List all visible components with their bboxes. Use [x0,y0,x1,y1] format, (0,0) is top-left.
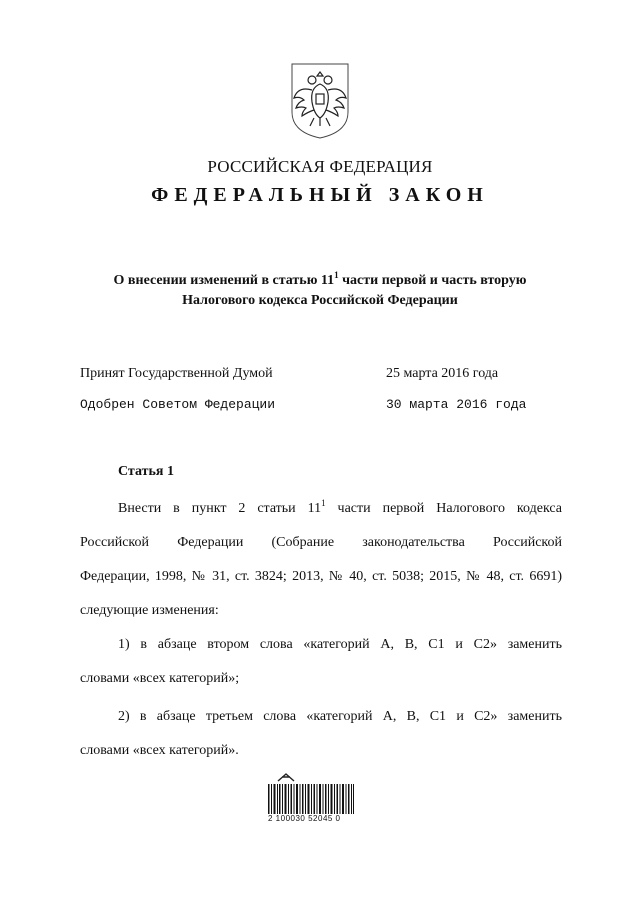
paragraph-text: части первой Налогового кодекса [325,501,562,516]
adopted-label: Принят Государственной Думой [80,366,273,381]
subject-superscript: 1 [334,270,339,280]
paragraph-line [80,492,562,526]
approved-label: Одобрен Советом Федерации [80,397,276,412]
barcode-mark-icon [276,770,296,782]
subject-line-1 [60,271,580,291]
adopted-date: 25 марта 2016 года [386,366,499,381]
country-name: РОССИЙСКАЯ ФЕДЕРАЦИЯ [207,157,433,176]
paragraph-line: словами «всех категорий»; [80,671,240,686]
law-subject [60,271,580,311]
barcode-icon [268,784,354,814]
coat-of-arms-icon [286,60,354,140]
article-paragraph-1 [80,492,562,628]
subject-text: О внесении изменений в статью 11 [113,273,335,288]
paragraph-line: 1) в абзаце втором слова «категорий А, В, С1 и С2» заменить [118,637,562,652]
article-paragraph-2 [80,628,562,696]
approved-date: 30 марта 2016 года [386,397,527,412]
paragraph-superscript: 1 [321,498,326,508]
barcode-number: 2 100030 52045 0 [268,814,341,823]
subject-line-2: Налогового кодекса Российской Федерации [182,293,458,308]
paragraph-line: следующие изменения: [80,603,219,618]
paragraph-line: Российской Федерации (Собрание законодательства Российской [80,535,562,550]
article-title: Статья 1 [118,464,174,479]
law-title: ФЕДЕРАЛЬНЫЙ ЗАКОН [151,184,489,206]
paragraph-line: словами «всех категорий». [80,743,239,758]
paragraph-text: Внести в пункт 2 статьи 11 [118,501,322,516]
article-paragraph-3 [80,700,562,768]
paragraph-line: Федерации, 1998, № 31, ст. 3824; 2013, № 40, ст. 5038; 2015, № 48, ст. 6691) [80,569,562,584]
paragraph-line: 2) в абзаце третьем слова «категорий А, В, С1 и С2» заменить [118,709,562,724]
subject-text: части первой и часть вторую [338,273,527,288]
